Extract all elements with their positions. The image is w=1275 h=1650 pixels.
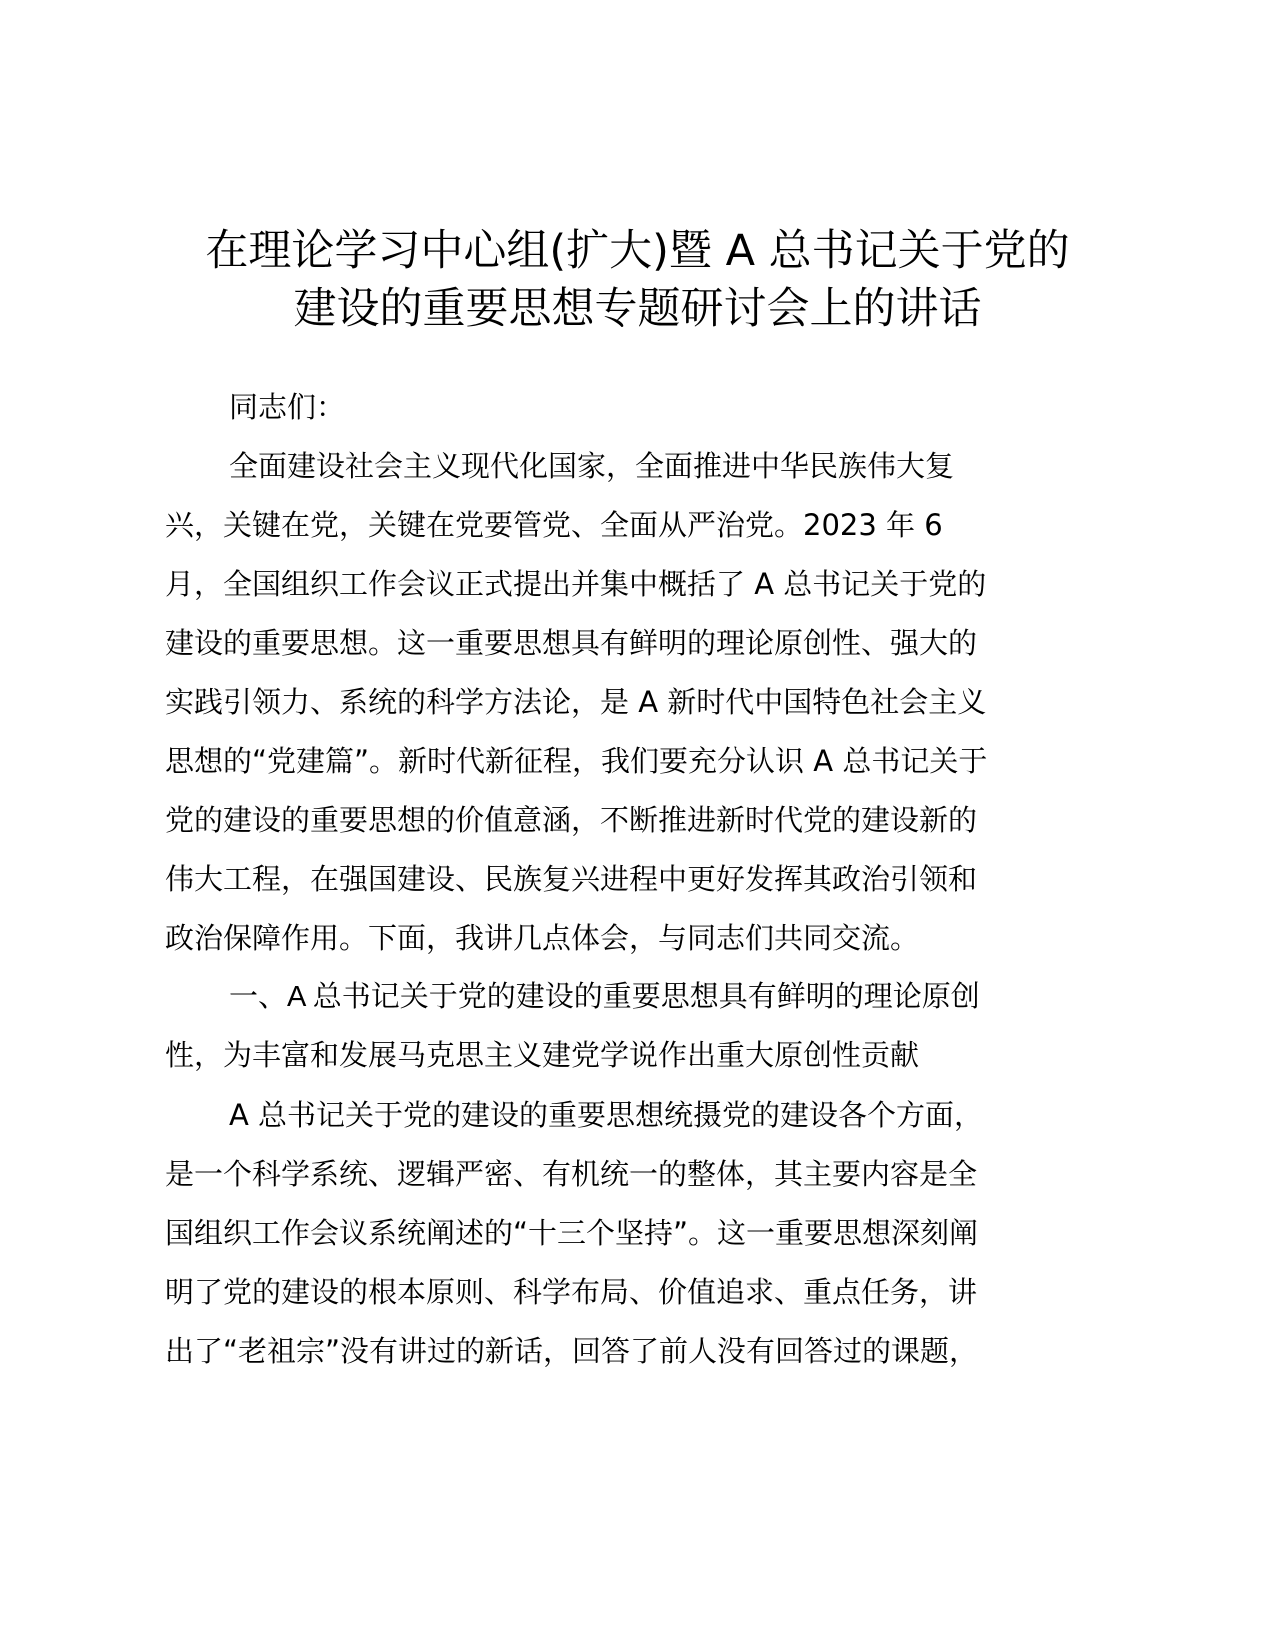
section-heading-1 bbox=[165, 968, 1100, 1086]
paragraph-section-1 bbox=[165, 1086, 1100, 1381]
speech-body bbox=[165, 378, 1100, 1381]
speech-title bbox=[150, 222, 1125, 338]
title-line-1: 在理论学习中心组(扩大)暨 A 总书记关于党的 bbox=[205, 226, 1070, 276]
heading-line: 性，为丰富和发展马克思主义建党学说作出重大原创性贡献 bbox=[165, 1040, 920, 1072]
paragraph-line: 是一个科学系统、逻辑严密、有机统一的整体，其主要内容是全 bbox=[165, 1157, 978, 1191]
heading-line: 一、A 总书记关于党的建设的重要思想具有鲜明的理论原创 bbox=[229, 981, 980, 1013]
paragraph-line: 建设的重要思想。这一重要思想具有鲜明的理论原创性、强大的 bbox=[165, 626, 978, 660]
paragraph-line: 全面建设社会主义现代化国家，全面推进中华民族伟大复 bbox=[229, 449, 955, 483]
paragraph-line: A 总书记关于党的建设的重要思想统摄党的建设各个方面， bbox=[229, 1098, 984, 1132]
paragraph-line: 月，全国组织工作会议正式提出并集中概括了 A 总书记关于党的 bbox=[165, 567, 987, 601]
title-line-2: 建设的重要思想专题研讨会上的讲话 bbox=[293, 284, 982, 334]
salutation: 同志们： bbox=[229, 390, 346, 424]
paragraph-line: 党的建设的重要思想的价值意涵，不断推进新时代党的建设新的 bbox=[165, 803, 978, 837]
paragraph-line: 明了党的建设的根本原则、科学布局、价值追求、重点任务，讲 bbox=[165, 1275, 978, 1309]
paragraph-intro bbox=[165, 437, 1100, 968]
paragraph-line: 兴，关键在党，关键在党要管党、全面从严治党。2023 年 6 bbox=[165, 508, 943, 542]
paragraph-line: 实践引领力、系统的科学方法论，是 A 新时代中国特色社会主义 bbox=[165, 685, 987, 719]
paragraph-line: 伟大工程，在强国建设、民族复兴进程中更好发挥其政治引领和 bbox=[165, 862, 978, 896]
paragraph-line: 出了“老祖宗”没有讲过的新话，回答了前人没有回答过的课题， bbox=[165, 1334, 979, 1368]
paragraph-line: 政治保障作用。下面，我讲几点体会，与同志们共同交流。 bbox=[165, 921, 920, 955]
paragraph-line: 国组织工作会议系统阐述的“十三个坚持”。这一重要思想深刻阐 bbox=[165, 1216, 979, 1250]
paragraph-line: 思想的“党建篇”。新时代新征程，我们要充分认识 A 总书记关于 bbox=[165, 744, 988, 778]
